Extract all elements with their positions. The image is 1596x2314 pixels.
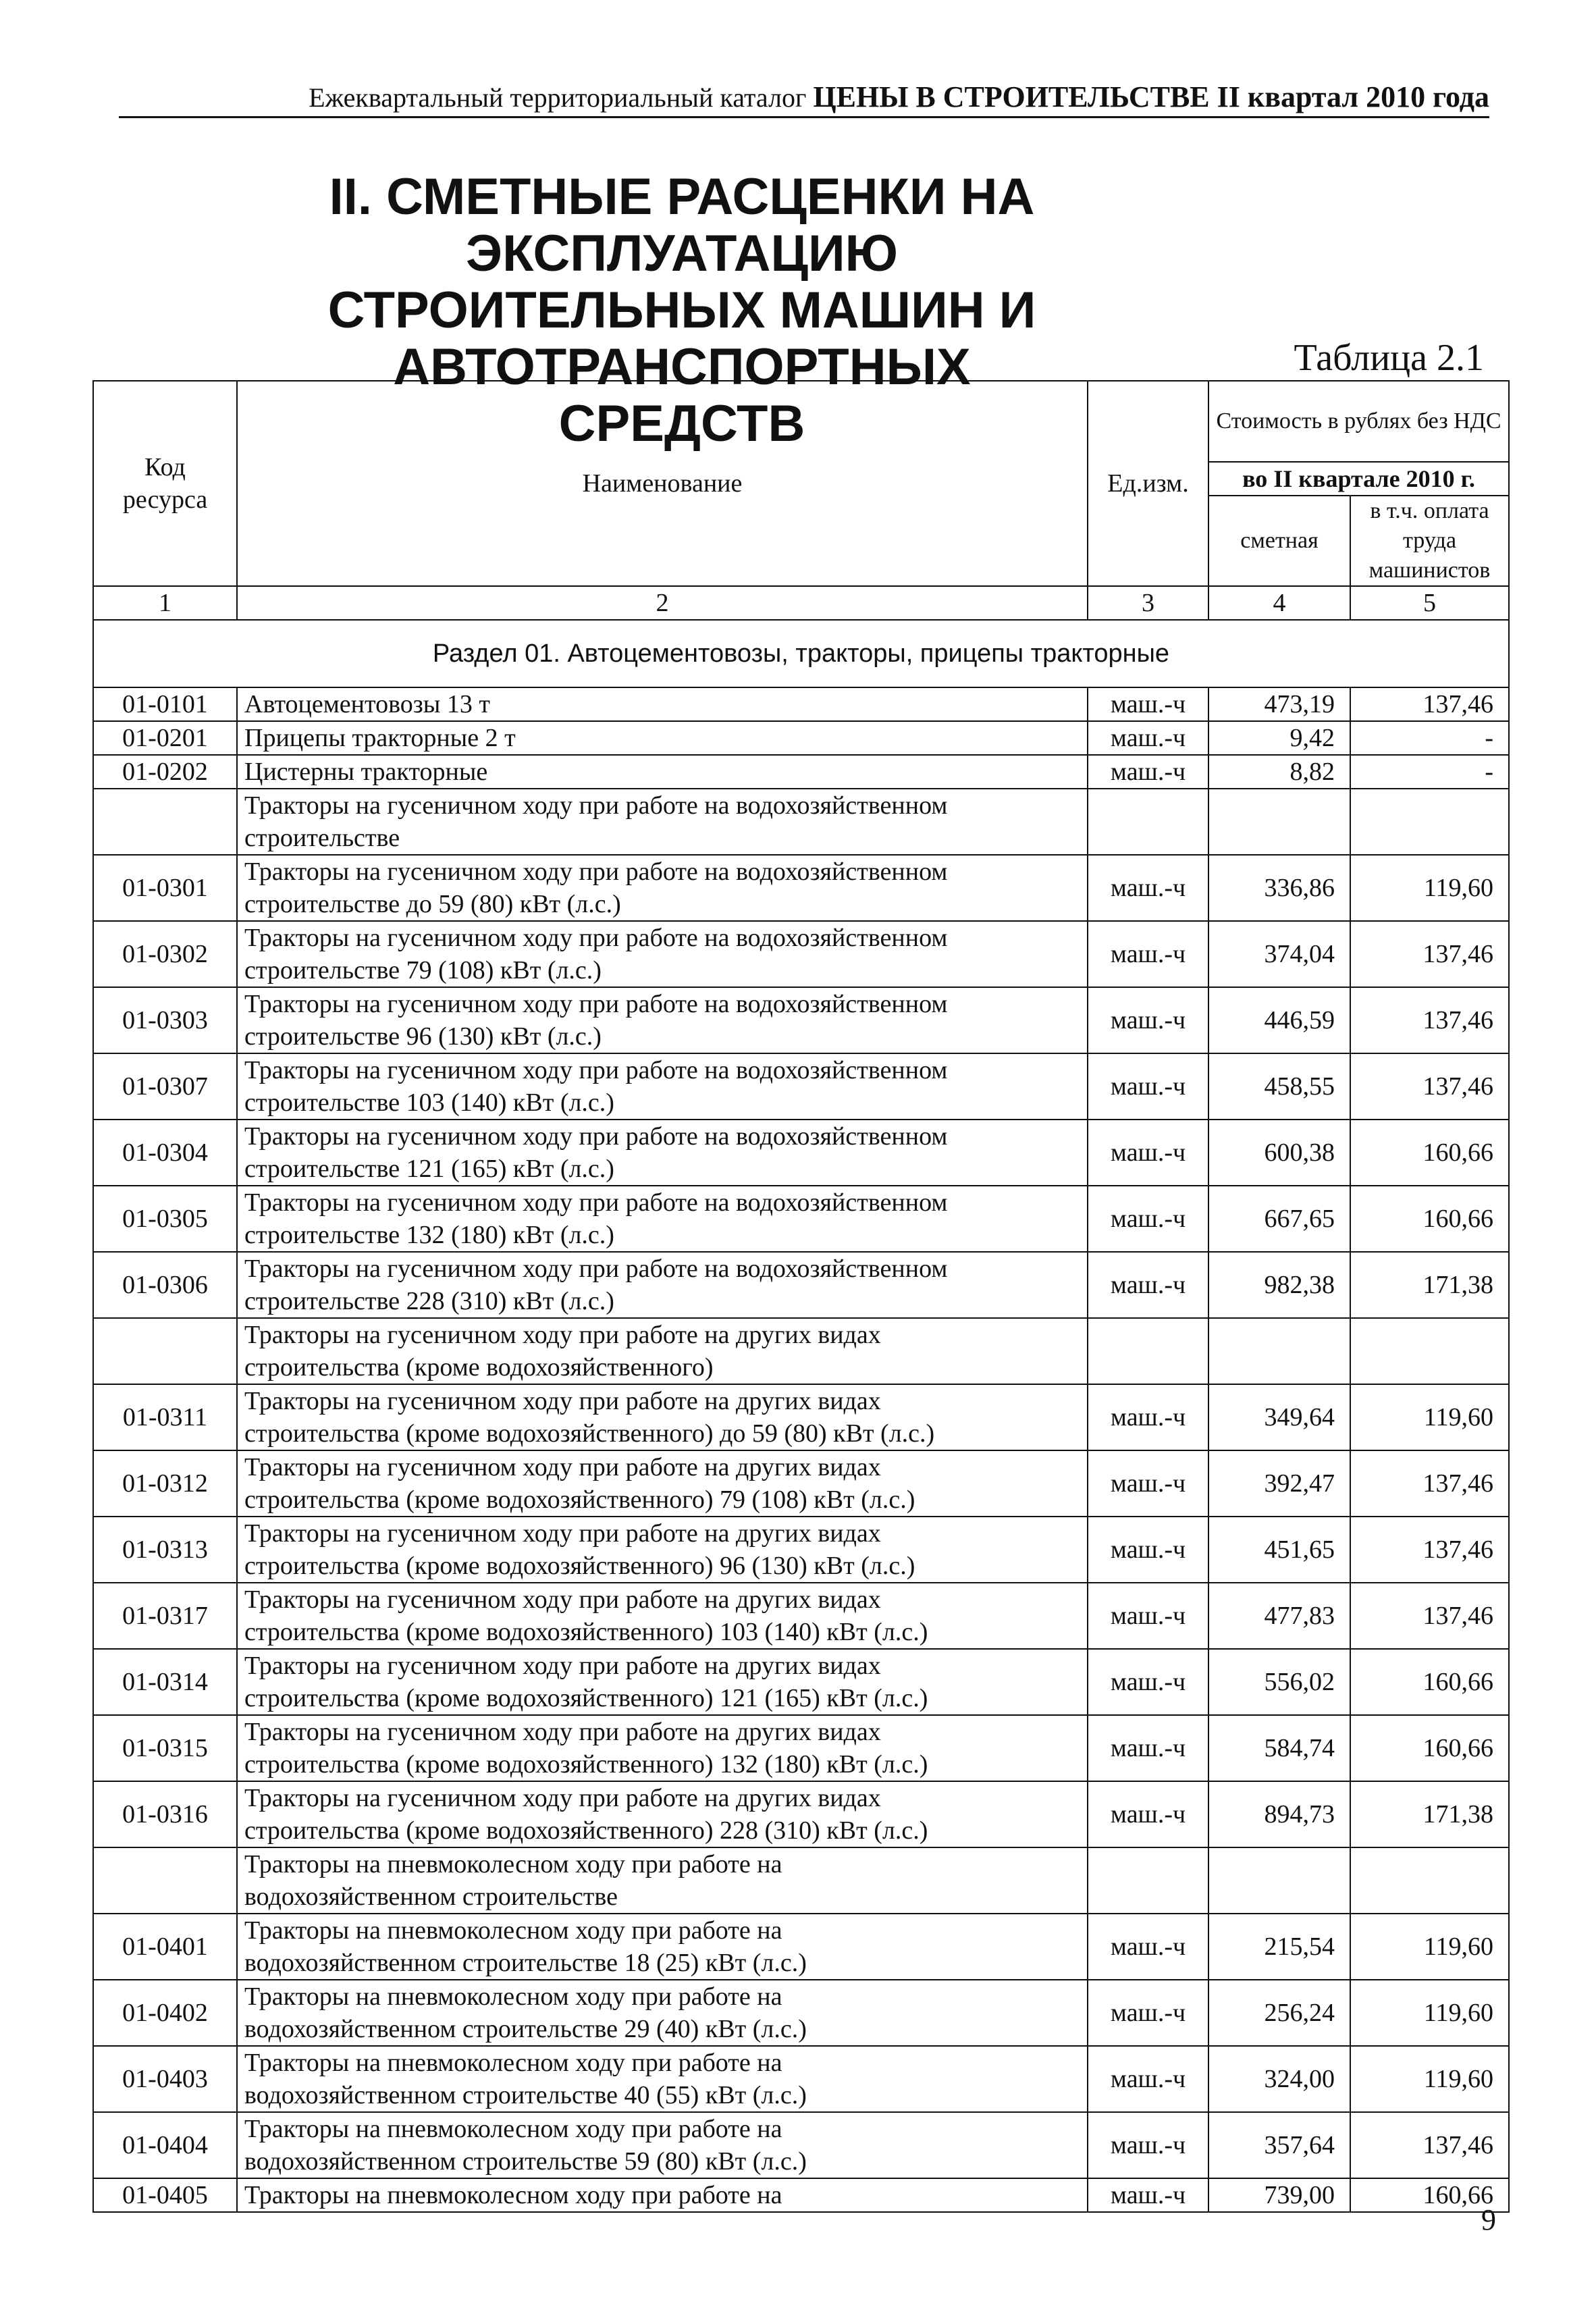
header-cost-group: Стоимость в рублях без НДС — [1208, 381, 1509, 462]
operator-wage: 171,38 — [1350, 1252, 1509, 1318]
resource-name-line: водохозяйственном строительстве 59 (80) кВт (л.с.) — [244, 2147, 807, 2176]
resource-name-line: водохозяйственном строительстве 18 (25) кВт (л.с.) — [244, 1949, 807, 1977]
unit-cell: маш.-ч — [1088, 1186, 1208, 1252]
resource-code: 01-0404 — [93, 2112, 237, 2178]
resource-name-line: водохозяйственном строительстве 40 (55) кВт (л.с.) — [244, 2081, 807, 2109]
table-row — [93, 2046, 1509, 2112]
table-row — [93, 2112, 1509, 2178]
resource-name-line: Тракторы на гусеничном ходу при работе на водохозяйственном — [244, 1056, 948, 1084]
unit-cell: маш.-ч — [1088, 1252, 1208, 1318]
resource-name-line: Тракторы на гусеничном ходу при работе на других видах — [244, 1652, 881, 1680]
unit-cell: маш.-ч — [1088, 1450, 1208, 1517]
resource-name-line: Тракторы на гусеничном ходу при работе на других видах — [244, 1718, 881, 1746]
operator-wage: 137,46 — [1350, 921, 1509, 987]
unit-cell: маш.-ч — [1088, 755, 1208, 789]
unit-cell: маш.-ч — [1088, 1053, 1208, 1120]
column-number-row — [93, 586, 1509, 620]
resource-code: 01-0405 — [93, 2178, 237, 2212]
unit-cell: маш.-ч — [1088, 721, 1208, 755]
unit-cell — [1088, 1318, 1208, 1384]
operator-wage — [1350, 1847, 1509, 1914]
estimate-price: 739,00 — [1208, 2178, 1350, 2212]
resource-name — [237, 1583, 1088, 1649]
column-number: 5 — [1350, 586, 1509, 620]
resource-code: 01-0315 — [93, 1715, 237, 1781]
resource-name-line: Тракторы на пневмоколесном ходу при работе на — [244, 1850, 782, 1878]
header-wage: в т.ч. оплата труда машинистов — [1350, 496, 1509, 586]
operator-wage: 137,46 — [1350, 687, 1509, 721]
resource-name-line: Автоцементовозы 13 т — [244, 690, 490, 718]
table-row — [93, 1450, 1509, 1517]
resource-name-line: строительстве 103 (140) кВт (л.с.) — [244, 1088, 614, 1117]
estimate-price: 215,54 — [1208, 1914, 1350, 1980]
estimate-price: 324,00 — [1208, 2046, 1350, 2112]
resource-name-line: водохозяйственном строительстве — [244, 1883, 618, 1911]
estimate-price: 256,24 — [1208, 1980, 1350, 2046]
operator-wage: 119,60 — [1350, 2046, 1509, 2112]
estimate-price — [1208, 789, 1350, 855]
table-row — [93, 1715, 1509, 1781]
resource-name — [237, 789, 1088, 855]
resource-name-line: Прицепы тракторные 2 т — [244, 724, 516, 752]
resource-code: 01-0304 — [93, 1120, 237, 1186]
header-unit: Ед.изм. — [1088, 381, 1208, 586]
resource-code: 01-0305 — [93, 1186, 237, 1252]
unit-cell: маш.-ч — [1088, 1517, 1208, 1583]
unit-cell: маш.-ч — [1088, 921, 1208, 987]
resource-name-line: строительства (кроме водохозяйственного) 96 (130) кВт (л.с.) — [244, 1552, 915, 1580]
section-title-line: СТРОИТЕЛЬНЫХ МАШИН И АВТОТРАНСПОРТНЫХ — [327, 282, 1036, 396]
resource-name — [237, 1517, 1088, 1583]
unit-cell: маш.-ч — [1088, 855, 1208, 921]
section-heading: Раздел 01. Автоцементовозы, тракторы, прицепы тракторные — [93, 620, 1509, 687]
resource-code: 01-0303 — [93, 987, 237, 1053]
table-row — [93, 1781, 1509, 1847]
header-estimate: сметная — [1208, 496, 1350, 586]
resource-name-line: Тракторы на гусеничном ходу при работе на водохозяйственном — [244, 924, 948, 952]
resource-code: 01-0317 — [93, 1583, 237, 1649]
column-number: 4 — [1208, 586, 1350, 620]
resource-name — [237, 1186, 1088, 1252]
resource-code: 01-0307 — [93, 1053, 237, 1120]
unit-cell: маш.-ч — [1088, 1914, 1208, 1980]
operator-wage: - — [1350, 755, 1509, 789]
estimate-price: 473,19 — [1208, 687, 1350, 721]
resource-name — [237, 1914, 1088, 1980]
section-row — [93, 620, 1509, 687]
estimate-price: 349,64 — [1208, 1384, 1350, 1450]
resource-code: 01-0403 — [93, 2046, 237, 2112]
resource-name-line: Тракторы на пневмоколесном ходу при работе на — [244, 2181, 782, 2209]
resource-name-line: строительстве до 59 (80) кВт (л.с.) — [244, 890, 621, 918]
resource-name — [237, 1715, 1088, 1781]
operator-wage: 137,46 — [1350, 1450, 1509, 1517]
table-row — [93, 1517, 1509, 1583]
operator-wage: 160,66 — [1350, 1186, 1509, 1252]
estimate-price: 9,42 — [1208, 721, 1350, 755]
table-row — [93, 1186, 1509, 1252]
resource-code: 01-0401 — [93, 1914, 237, 1980]
resource-name-line: Цистерны тракторные — [244, 758, 488, 786]
resource-name-line: Тракторы на гусеничном ходу при работе на водохозяйственном — [244, 858, 948, 886]
resource-name-line: Тракторы на пневмоколесном ходу при работе на — [244, 2049, 782, 2077]
unit-cell: маш.-ч — [1088, 987, 1208, 1053]
table-row — [93, 1847, 1509, 1914]
table-row — [93, 2178, 1509, 2212]
resource-code — [93, 1318, 237, 1384]
operator-wage: 160,66 — [1350, 1715, 1509, 1781]
resource-name — [237, 2178, 1088, 2212]
running-header-prefix: Ежеквартальный территориальный каталог — [309, 82, 814, 113]
resource-code: 01-0101 — [93, 687, 237, 721]
header-name: Наименование — [237, 381, 1088, 586]
column-number: 1 — [93, 586, 237, 620]
table-row — [93, 755, 1509, 789]
estimate-price: 982,38 — [1208, 1252, 1350, 1318]
resource-code: 01-0302 — [93, 921, 237, 987]
resource-name-line: строительства (кроме водохозяйственного) 132 (180) кВт (л.с.) — [244, 1750, 928, 1779]
resource-name-line: Тракторы на гусеничном ходу при работе на других видах — [244, 1585, 881, 1614]
resource-name-line: Тракторы на гусеничном ходу при работе на водохозяйственном — [244, 1122, 948, 1151]
estimate-price: 477,83 — [1208, 1583, 1350, 1649]
resource-name — [237, 2112, 1088, 2178]
resource-name — [237, 1318, 1088, 1384]
operator-wage: 137,46 — [1350, 1517, 1509, 1583]
resource-name — [237, 687, 1088, 721]
estimate-price: 374,04 — [1208, 921, 1350, 987]
resource-name — [237, 1980, 1088, 2046]
resource-code: 01-0312 — [93, 1450, 237, 1517]
operator-wage: 160,66 — [1350, 1120, 1509, 1186]
resource-name — [237, 921, 1088, 987]
resource-name — [237, 2046, 1088, 2112]
operator-wage — [1350, 1318, 1509, 1384]
resource-name — [237, 987, 1088, 1053]
resource-name-line: Тракторы на гусеничном ходу при работе на других видах — [244, 1453, 881, 1481]
resource-name — [237, 1053, 1088, 1120]
estimate-price: 894,73 — [1208, 1781, 1350, 1847]
unit-cell: маш.-ч — [1088, 1384, 1208, 1450]
resource-name-line: строительства (кроме водохозяйственного) — [244, 1353, 714, 1382]
estimate-price: 556,02 — [1208, 1649, 1350, 1715]
header-code: Код ресурса — [93, 381, 237, 586]
resource-name-line: Тракторы на гусеничном ходу при работе на водохозяйственном — [244, 1255, 948, 1283]
table-row — [93, 789, 1509, 855]
operator-wage: 119,60 — [1350, 1980, 1509, 2046]
estimate-price: 336,86 — [1208, 855, 1350, 921]
table-row — [93, 1649, 1509, 1715]
operator-wage: 160,66 — [1350, 1649, 1509, 1715]
resource-name — [237, 855, 1088, 921]
unit-cell: маш.-ч — [1088, 2178, 1208, 2212]
operator-wage: 171,38 — [1350, 1781, 1509, 1847]
resource-code: 01-0311 — [93, 1384, 237, 1450]
table-row — [93, 1583, 1509, 1649]
estimate-price: 451,65 — [1208, 1517, 1350, 1583]
section-title-line: СРЕДСТВ — [558, 395, 805, 452]
resource-code: 01-0202 — [93, 755, 237, 789]
table-row — [93, 1053, 1509, 1120]
table-row — [93, 1384, 1509, 1450]
section-title-line: II. СМЕТНЫЕ РАСЦЕНКИ НА ЭКСПЛУАТАЦИЮ — [329, 168, 1035, 282]
operator-wage: 119,60 — [1350, 1914, 1509, 1980]
resource-name-line: строительстве — [244, 824, 400, 852]
estimate-price: 392,47 — [1208, 1450, 1350, 1517]
resource-name — [237, 1120, 1088, 1186]
table-row — [93, 1252, 1509, 1318]
running-header — [119, 80, 1489, 114]
resource-name — [237, 1649, 1088, 1715]
resource-name-line: строительстве 121 (165) кВт (л.с.) — [244, 1155, 614, 1183]
resource-name-line: строительстве 132 (180) кВт (л.с.) — [244, 1221, 614, 1249]
resource-name-line: строительства (кроме водохозяйственного) 103 (140) кВт (л.с.) — [244, 1618, 928, 1646]
operator-wage: 119,60 — [1350, 1384, 1509, 1450]
header-period: во II квартале 2010 г. — [1208, 462, 1509, 496]
resource-code: 01-0313 — [93, 1517, 237, 1583]
unit-cell: маш.-ч — [1088, 1781, 1208, 1847]
resource-name-line: строительства (кроме водохозяйственного) 79 (108) кВт (л.с.) — [244, 1485, 915, 1514]
table-row — [93, 721, 1509, 755]
estimate-price — [1208, 1847, 1350, 1914]
operator-wage: 119,60 — [1350, 855, 1509, 921]
estimate-price: 667,65 — [1208, 1186, 1350, 1252]
unit-cell — [1088, 789, 1208, 855]
resource-name-line: строительстве 96 (130) кВт (л.с.) — [244, 1022, 602, 1051]
table-row — [93, 855, 1509, 921]
table-row — [93, 1120, 1509, 1186]
resource-name-line: Тракторы на гусеничном ходу при работе на водохозяйственном — [244, 990, 948, 1018]
resource-name-line: строительства (кроме водохозяйственного) до 59 (80) кВт (л.с.) — [244, 1419, 935, 1448]
table-row — [93, 987, 1509, 1053]
header-rule — [119, 116, 1489, 118]
resource-name-line: Тракторы на гусеничном ходу при работе на других видах — [244, 1784, 881, 1812]
resource-name — [237, 721, 1088, 755]
resource-name-line: строительства (кроме водохозяйственного) 228 (310) кВт (л.с.) — [244, 1816, 928, 1845]
estimate-price — [1208, 1318, 1350, 1384]
resource-code — [93, 789, 237, 855]
resource-code: 01-0402 — [93, 1980, 237, 2046]
estimate-price: 458,55 — [1208, 1053, 1350, 1120]
column-number: 2 — [237, 586, 1088, 620]
resource-code: 01-0306 — [93, 1252, 237, 1318]
unit-cell: маш.-ч — [1088, 1715, 1208, 1781]
resource-code: 01-0301 — [93, 855, 237, 921]
table-row — [93, 687, 1509, 721]
operator-wage — [1350, 789, 1509, 855]
table-row — [93, 921, 1509, 987]
resource-code: 01-0201 — [93, 721, 237, 755]
table-row — [93, 1914, 1509, 1980]
resource-code: 01-0314 — [93, 1649, 237, 1715]
table-row — [93, 1980, 1509, 2046]
resource-name-line: строительства (кроме водохозяйственного) 121 (165) кВт (л.с.) — [244, 1684, 928, 1712]
estimate-price: 8,82 — [1208, 755, 1350, 789]
resource-name-line: Тракторы на гусеничном ходу при работе на других видах — [244, 1387, 881, 1415]
resource-name — [237, 1252, 1088, 1318]
resource-name — [237, 1450, 1088, 1517]
estimate-price: 357,64 — [1208, 2112, 1350, 2178]
unit-cell: маш.-ч — [1088, 1583, 1208, 1649]
column-number: 3 — [1088, 586, 1208, 620]
unit-cell: маш.-ч — [1088, 687, 1208, 721]
estimate-price: 446,59 — [1208, 987, 1350, 1053]
resource-name-line: Тракторы на пневмоколесном ходу при работе на — [244, 2115, 782, 2143]
unit-cell: маш.-ч — [1088, 2046, 1208, 2112]
operator-wage: 137,46 — [1350, 1583, 1509, 1649]
operator-wage: 137,46 — [1350, 987, 1509, 1053]
resource-name — [237, 1847, 1088, 1914]
resource-name-line: Тракторы на гусеничном ходу при работе на водохозяйственном — [244, 791, 948, 820]
resource-name — [237, 1781, 1088, 1847]
operator-wage: 137,46 — [1350, 1053, 1509, 1120]
resource-name-line: водохозяйственном строительстве 29 (40) кВт (л.с.) — [244, 2015, 807, 2043]
operator-wage: 137,46 — [1350, 2112, 1509, 2178]
table-row — [93, 1318, 1509, 1384]
unit-cell: маш.-ч — [1088, 1980, 1208, 2046]
operator-wage: 160,66 — [1350, 2178, 1509, 2212]
unit-cell: маш.-ч — [1088, 1120, 1208, 1186]
estimate-price: 600,38 — [1208, 1120, 1350, 1186]
resource-name-line: строительстве 228 (310) кВт (л.с.) — [244, 1287, 614, 1315]
operator-wage: - — [1350, 721, 1509, 755]
resource-name-line: Тракторы на пневмоколесном ходу при работе на — [244, 1916, 782, 1945]
estimate-price: 584,74 — [1208, 1715, 1350, 1781]
page-number: 9 — [1481, 2203, 1496, 2236]
resource-code: 01-0316 — [93, 1781, 237, 1847]
running-header-title: ЦЕНЫ В СТРОИТЕЛЬСТВЕ II квартал 2010 года — [813, 80, 1489, 113]
resource-name-line: Тракторы на гусеничном ходу при работе на водохозяйственном — [244, 1188, 948, 1217]
resource-name-line: Тракторы на гусеничном ходу при работе на других видах — [244, 1519, 881, 1548]
resource-name — [237, 1384, 1088, 1450]
resource-name — [237, 755, 1088, 789]
resource-name-line: Тракторы на пневмоколесном ходу при работе на — [244, 1982, 782, 2011]
table-label: Таблица 2.1 — [1294, 337, 1484, 379]
resource-name-line: Тракторы на гусеничном ходу при работе на других видах — [244, 1321, 881, 1349]
unit-cell: маш.-ч — [1088, 1649, 1208, 1715]
unit-cell: маш.-ч — [1088, 2112, 1208, 2178]
price-table — [92, 380, 1510, 2213]
resource-code — [93, 1847, 237, 1914]
resource-name-line: строительстве 79 (108) кВт (л.с.) — [244, 956, 602, 984]
unit-cell — [1088, 1847, 1208, 1914]
